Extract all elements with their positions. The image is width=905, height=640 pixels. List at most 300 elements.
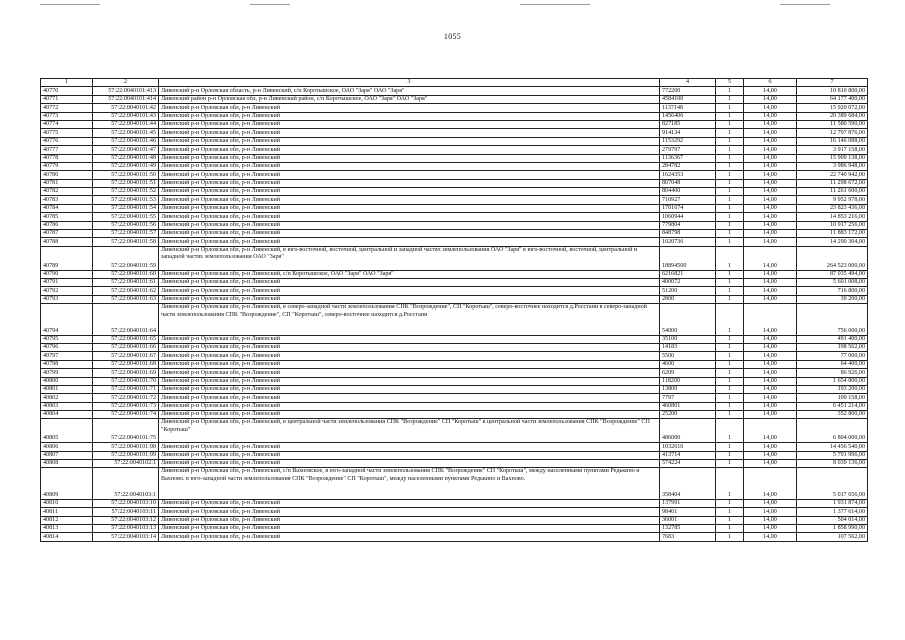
cadastral-value: 107 562,00 [797, 533, 868, 541]
location-description: Ливенский р-н Орловская обл, р-н Ливенский, в северо-западной части землепользования СПК "Возрождение", СП "Коротыш", северо-восточнее находится д.Росстани в северо-западной части землепользования СПК "Возрождение", СП "Коротыш", северо-восточнее находится д.Росстани [159, 304, 660, 335]
cadastral-number: 57:22:0040101:55 [93, 213, 159, 221]
rate-value: 14,00 [744, 221, 797, 229]
count-value: 1 [716, 179, 744, 187]
rate-value: 14,00 [744, 137, 797, 145]
cadastral-number: 57:22:0040101:65 [93, 335, 159, 343]
area-value: 137991 [660, 499, 716, 507]
rate-value: 14,00 [744, 112, 797, 120]
cadastral-number: 57:22:0040101:42 [93, 104, 159, 112]
count-value: 1 [716, 120, 744, 128]
area-value: 772200 [660, 87, 716, 95]
scan-noise-line [40, 4, 100, 5]
table-row [41, 204, 868, 212]
table-row [41, 95, 868, 103]
cadastral-number: 57:22:0040101:59 [93, 246, 159, 270]
count-value: 1 [716, 204, 744, 212]
cadastral-value: 198 562,00 [797, 343, 868, 351]
cadastral-number: 57:22:0040101:63 [93, 295, 159, 303]
count-value: 1 [716, 188, 744, 196]
row-number: 40806 [41, 443, 93, 451]
row-number: 40782 [41, 188, 93, 196]
row-number: 40771 [41, 95, 93, 103]
row-number: 40774 [41, 120, 93, 128]
cadastral-value: 8 039 136,00 [797, 460, 868, 468]
area-value: 7797 [660, 394, 716, 402]
rate-value: 14,00 [744, 360, 797, 368]
cadastral-value: 22 740 942,00 [797, 171, 868, 179]
table-row [41, 188, 868, 196]
location-description: Ливенский р-н Орловская обл, р-н Ливенский [159, 104, 660, 112]
area-value: 98401 [660, 508, 716, 516]
count-value: 1 [716, 525, 744, 533]
location-description: Ливенский р-н Орловская обл, р-н Ливенский [159, 204, 660, 212]
area-value: 358404 [660, 468, 716, 499]
table-row [41, 525, 868, 533]
cadastral-number: 57:22:0040101:414 [93, 95, 159, 103]
area-value: 54000 [660, 304, 716, 335]
count-value: 1 [716, 104, 744, 112]
location-description: Ливенский р-н Орловская обл, р-н Ливенский, с/п Коротышское, ОАО "Заря" ОАО "Заря" [159, 270, 660, 278]
count-value: 1 [716, 411, 744, 419]
cadastral-number: 57:22:0040102:1 [93, 460, 159, 468]
column-header: 7 [797, 79, 868, 87]
cadastral-value: 11 298 672,00 [797, 179, 868, 187]
rate-value: 14,00 [744, 533, 797, 541]
cadastral-value: 23 823 436,00 [797, 204, 868, 212]
cadastral-number: 57:22:0040101:60 [93, 270, 159, 278]
table-row [41, 246, 868, 270]
cadastral-number: 57:22:0040101:45 [93, 129, 159, 137]
row-number: 40805 [41, 419, 93, 443]
location-description: Ливенский р-н Орловская обл, р-н Ливенский [159, 112, 660, 120]
count-value: 1 [716, 238, 744, 246]
rate-value: 14,00 [744, 238, 797, 246]
area-value: 279797 [660, 146, 716, 154]
table-row [41, 394, 868, 402]
area-value: 486000 [660, 419, 716, 443]
page-number: 1055 [443, 32, 462, 41]
count-value: 1 [716, 95, 744, 103]
count-value: 1 [716, 270, 744, 278]
row-number: 40802 [41, 394, 93, 402]
cadastral-number: 57:22:0040101:69 [93, 369, 159, 377]
count-value: 1 [716, 499, 744, 507]
cadastral-number: 57:22:0040101:61 [93, 279, 159, 287]
rate-value: 14,00 [744, 343, 797, 351]
count-value: 1 [716, 394, 744, 402]
cadastral-number: 57:22:0040103:1 [93, 468, 159, 499]
cadastral-number: 57:22:0040101:48 [93, 154, 159, 162]
area-value: 118200 [660, 377, 716, 385]
cadastral-number: 57:22:0040101:52 [93, 188, 159, 196]
area-value: 14183 [660, 343, 716, 351]
table-row [41, 137, 868, 145]
column-header: 3 [159, 79, 660, 87]
cadastral-number: 57:22:0040103:10 [93, 499, 159, 507]
count-value: 1 [716, 87, 744, 95]
cadastral-number: 57:22:0040101:50 [93, 171, 159, 179]
count-value: 1 [716, 335, 744, 343]
rate-value: 14,00 [744, 154, 797, 162]
count-value: 1 [716, 287, 744, 295]
cadastral-value: 5 017 656,00 [797, 468, 868, 499]
cadastral-value: 1 931 874,00 [797, 499, 868, 507]
rate-value: 14,00 [744, 411, 797, 419]
rate-value: 14,00 [744, 287, 797, 295]
location-description: Ливенский р-н Орловская обл, р-н Ливенский [159, 377, 660, 385]
cadastral-value: 15 909 138,00 [797, 154, 868, 162]
count-value: 1 [716, 162, 744, 170]
row-number: 40809 [41, 468, 93, 499]
table-row [41, 468, 868, 499]
location-description: Ливенский р-н Орловская обл, р-н Ливенский [159, 120, 660, 128]
cadastral-number: 57:22:0040101:54 [93, 204, 159, 212]
rate-value: 14,00 [744, 419, 797, 443]
cadastral-value: 10 810 800,00 [797, 87, 868, 95]
rate-value: 14,00 [744, 188, 797, 196]
row-number: 40814 [41, 533, 93, 541]
cadastral-value: 193 200,00 [797, 385, 868, 393]
rate-value: 14,00 [744, 213, 797, 221]
cadastral-number: 57:22:0040101:99 [93, 451, 159, 459]
table-row [41, 104, 868, 112]
table-row [41, 279, 868, 287]
location-description: Ливенский р-н Орловская обл, р-н Ливенский [159, 188, 660, 196]
rate-value: 14,00 [744, 279, 797, 287]
cadastral-number: 57:22:0040101:57 [93, 230, 159, 238]
rate-value: 14,00 [744, 385, 797, 393]
cadastral-value: 491 400,00 [797, 335, 868, 343]
rate-value: 14,00 [744, 95, 797, 103]
location-description: Ливенский р-н Орловская обл, р-н Ливенский [159, 162, 660, 170]
area-value: 804400 [660, 188, 716, 196]
table-row [41, 171, 868, 179]
cadastral-number: 57:22:0040101:413 [93, 87, 159, 95]
count-value: 1 [716, 369, 744, 377]
count-value: 1 [716, 279, 744, 287]
rate-value: 14,00 [744, 451, 797, 459]
location-description: Ливенский р-н Орловская обл, р-н Ливенский [159, 525, 660, 533]
location-description: Ливенский р-н Орловская обл, р-н Ливенский [159, 369, 660, 377]
row-number: 40775 [41, 129, 93, 137]
rate-value: 14,00 [744, 120, 797, 128]
cadastral-number: 57:22:0040101:74 [93, 411, 159, 419]
cadastral-number: 57:22:0040101:51 [93, 179, 159, 187]
column-header: 2 [93, 79, 159, 87]
row-number: 40778 [41, 154, 93, 162]
row-number: 40786 [41, 221, 93, 229]
cadastral-value: 64 177 400,00 [797, 95, 868, 103]
row-number: 40794 [41, 304, 93, 335]
area-value: 5500 [660, 352, 716, 360]
count-value: 1 [716, 508, 744, 516]
location-description: Ливенский р-н Орловская обл, р-н Ливенский [159, 213, 660, 221]
cadastral-number: 57:22:0040101:71 [93, 385, 159, 393]
row-number: 40777 [41, 146, 93, 154]
location-description: Ливенский р-н Орловская обл, р-н Ливенский [159, 279, 660, 287]
location-description: Ливенский р-н Орловская обл, р-н Ливенский, в центральной части землепользования СПК "Возрождение" СП "Коротыш" в центральной части землепользования СПК "Возрождение" СП "Коротыш" [159, 419, 660, 443]
location-description: Ливенский р-н Орловская обл, р-н Ливенский [159, 451, 660, 459]
cadastral-number: 57:22:0040103:13 [93, 525, 159, 533]
count-value: 1 [716, 443, 744, 451]
row-number: 40804 [41, 411, 93, 419]
cadastral-number: 57:22:0040101:64 [93, 304, 159, 335]
location-description: Ливенский р-н Орловская обл, р-н Ливенский [159, 360, 660, 368]
land-register-table [40, 78, 868, 542]
count-value: 1 [716, 230, 744, 238]
cadastral-number: 57:22:0040101:72 [93, 394, 159, 402]
count-value: 1 [716, 246, 744, 270]
cadastral-number: 57:22:0040101:56 [93, 221, 159, 229]
cadastral-value: 6 451 214,00 [797, 402, 868, 410]
cadastral-value: 109 158,00 [797, 394, 868, 402]
count-value: 1 [716, 419, 744, 443]
count-value: 1 [716, 221, 744, 229]
row-number: 40807 [41, 451, 93, 459]
row-number: 40811 [41, 508, 93, 516]
location-description: Ливенский р-н Орловская обл, р-н Ливенский, в юго-восточной, восточной, центральной и западной частях землепользования ОАО "Заря" в юго-восточной, восточной, центральной и западной частях землепользования ОАО "Заря" [159, 246, 660, 270]
area-value: 284782 [660, 162, 716, 170]
area-value: 460801 [660, 402, 716, 410]
table-row [41, 377, 868, 385]
rate-value: 14,00 [744, 508, 797, 516]
cadastral-value: 10 917 256,00 [797, 221, 868, 229]
area-value: 1020736 [660, 238, 716, 246]
cadastral-number: 57:22:0040101:73 [93, 402, 159, 410]
cadastral-number: 57:22:0040101:44 [93, 120, 159, 128]
cadastral-value: 6 804 000,00 [797, 419, 868, 443]
location-description: Ливенский р-н Орловская область, р-н Ливенский, с/п Коротышское, ОАО "Заря" ОАО "Заря" [159, 87, 660, 95]
table-row [41, 196, 868, 204]
count-value: 1 [716, 451, 744, 459]
cadastral-number: 57:22:0040101:53 [93, 196, 159, 204]
location-description: Ливенский р-н Орловская обл, р-н Ливенский [159, 402, 660, 410]
cadastral-number: 57:22:0040101:68 [93, 360, 159, 368]
table-row [41, 87, 868, 95]
cadastral-value: 16 146 088,00 [797, 137, 868, 145]
area-value: 18894500 [660, 246, 716, 270]
rate-value: 14,00 [744, 295, 797, 303]
row-number: 40780 [41, 171, 93, 179]
cadastral-value: 3 917 158,00 [797, 146, 868, 154]
area-value: 51200 [660, 287, 716, 295]
row-number: 40790 [41, 270, 93, 278]
rate-value: 14,00 [744, 162, 797, 170]
table-row [41, 411, 868, 419]
column-header: 4 [660, 79, 716, 87]
cadastral-value: 39 200,00 [797, 295, 868, 303]
cadastral-number: 57:22:0040103:14 [93, 533, 159, 541]
scan-noise-line [520, 4, 590, 5]
count-value: 1 [716, 213, 744, 221]
count-value: 1 [716, 468, 744, 499]
location-description: Ливенский р-н Орловская обл, р-н Ливенский [159, 385, 660, 393]
row-number: 40797 [41, 352, 93, 360]
table-row [41, 146, 868, 154]
header-row [41, 79, 868, 87]
count-value: 1 [716, 402, 744, 410]
area-value: 1153292 [660, 137, 716, 145]
count-value: 1 [716, 112, 744, 120]
cadastral-value: 11 883 172,00 [797, 230, 868, 238]
table-row [41, 287, 868, 295]
row-number: 40800 [41, 377, 93, 385]
rate-value: 14,00 [744, 468, 797, 499]
table-row [41, 460, 868, 468]
location-description: Ливенский р-н Орловская обл, р-н Ливенский [159, 295, 660, 303]
rate-value: 14,00 [744, 196, 797, 204]
scan-noise-line [780, 4, 830, 5]
rate-value: 14,00 [744, 179, 797, 187]
rate-value: 14,00 [744, 129, 797, 137]
row-number: 40787 [41, 230, 93, 238]
area-value: 1624353 [660, 171, 716, 179]
location-description: Ливенский р-н Орловская обл, р-н Ливенский [159, 443, 660, 451]
table-row [41, 419, 868, 443]
cadastral-value: 716 800,00 [797, 287, 868, 295]
area-value: 4584100 [660, 95, 716, 103]
cadastral-number: 57:22:0040101:98 [93, 443, 159, 451]
cadastral-value: 14 853 216,00 [797, 213, 868, 221]
count-value: 1 [716, 146, 744, 154]
area-value: 6216821 [660, 270, 716, 278]
table-row [41, 179, 868, 187]
table-row [41, 343, 868, 351]
cadastral-value: 15 920 072,00 [797, 104, 868, 112]
table-row [41, 162, 868, 170]
cadastral-value: 64 400,00 [797, 360, 868, 368]
count-value: 1 [716, 385, 744, 393]
count-value: 1 [716, 129, 744, 137]
cadastral-value: 86 926,00 [797, 369, 868, 377]
area-value: 7683 [660, 533, 716, 541]
rate-value: 14,00 [744, 335, 797, 343]
area-value: 132785 [660, 525, 716, 533]
rate-value: 14,00 [744, 171, 797, 179]
location-description: Ливенский р-н Орловская обл, р-н Ливенский [159, 129, 660, 137]
location-description: Ливенский р-н Орловская обл, р-н Ливенский [159, 196, 660, 204]
area-value: 2800 [660, 295, 716, 303]
row-number: 40795 [41, 335, 93, 343]
row-number: 40801 [41, 385, 93, 393]
cadastral-number: 57:22:0040103:11 [93, 508, 159, 516]
location-description: Ливенский р-н Орловская обл, р-н Ливенский [159, 352, 660, 360]
cadastral-value: 756 000,00 [797, 304, 868, 335]
count-value: 1 [716, 377, 744, 385]
location-description: Ливенский район р-н Орловская обл, р-н Ливенский район, с/п Коротышское, ОАО "Заря" ОАО "Заря" [159, 95, 660, 103]
location-description: Ливенский р-н Орловская обл, р-н Ливенский [159, 343, 660, 351]
cadastral-value: 1 654 800,00 [797, 377, 868, 385]
table-row [41, 443, 868, 451]
row-number: 40773 [41, 112, 93, 120]
rate-value: 14,00 [744, 402, 797, 410]
rate-value: 14,00 [744, 377, 797, 385]
table-row [41, 238, 868, 246]
cadastral-number: 57:22:0040101:75 [93, 419, 159, 443]
column-header: 5 [716, 79, 744, 87]
location-description: Ливенский р-н Орловская обл, р-н Ливенский [159, 411, 660, 419]
table-row [41, 221, 868, 229]
row-number: 40810 [41, 499, 93, 507]
rate-value: 14,00 [744, 304, 797, 335]
row-number: 40772 [41, 104, 93, 112]
cadastral-value: 11 261 600,00 [797, 188, 868, 196]
cadastral-value: 264 523 000,00 [797, 246, 868, 270]
count-value: 1 [716, 533, 744, 541]
rate-value: 14,00 [744, 443, 797, 451]
location-description: Ливенский р-н Орловская обл, р-н Ливенский [159, 154, 660, 162]
area-value: 1456406 [660, 112, 716, 120]
location-description: Ливенский р-н Орловская обл, р-н Ливенский [159, 179, 660, 187]
location-description: Ливенский р-н Орловская обл, р-н Ливенский [159, 221, 660, 229]
cadastral-value: 5 601 008,00 [797, 279, 868, 287]
rate-value: 14,00 [744, 499, 797, 507]
location-description: Ливенский р-н Орловская обл, р-н Ливенский [159, 146, 660, 154]
table-row [41, 402, 868, 410]
location-description: Ливенский р-н Орловская обл, р-н Ливенский [159, 137, 660, 145]
location-description: Ливенский р-н Орловская обл, р-н Ливенский [159, 533, 660, 541]
count-value: 1 [716, 295, 744, 303]
rate-value: 14,00 [744, 146, 797, 154]
cadastral-value: 14 456 540,00 [797, 443, 868, 451]
table-row [41, 335, 868, 343]
table-row [41, 360, 868, 368]
location-description: Ливенский р-н Орловская обл, р-н Ливенский [159, 516, 660, 524]
location-description: Ливенский р-н Орловская обл, р-н Ливенский [159, 508, 660, 516]
cadastral-number: 57:22:0040103:12 [93, 516, 159, 524]
rate-value: 14,00 [744, 352, 797, 360]
cadastral-value: 3 986 948,00 [797, 162, 868, 170]
area-value: 13800 [660, 385, 716, 393]
table-row [41, 295, 868, 303]
cadastral-value: 77 000,00 [797, 352, 868, 360]
row-number: 40792 [41, 287, 93, 295]
location-description: Ливенский р-н Орловская обл, р-н Ливенский [159, 238, 660, 246]
cadastral-number: 57:22:0040101:66 [93, 343, 159, 351]
row-number: 40785 [41, 213, 93, 221]
table-row [41, 230, 868, 238]
count-value: 1 [716, 360, 744, 368]
count-value: 1 [716, 154, 744, 162]
area-value: 914134 [660, 129, 716, 137]
location-description: Ливенский р-н Орловская обл, р-н Ливенский [159, 230, 660, 238]
area-value: 1137148 [660, 104, 716, 112]
area-value: 35100 [660, 335, 716, 343]
rate-value: 14,00 [744, 369, 797, 377]
count-value: 1 [716, 196, 744, 204]
area-value: 413714 [660, 451, 716, 459]
rate-value: 14,00 [744, 394, 797, 402]
table-row [41, 112, 868, 120]
table-row [41, 516, 868, 524]
rate-value: 14,00 [744, 104, 797, 112]
row-number: 40799 [41, 369, 93, 377]
cadastral-value: 12 797 876,00 [797, 129, 868, 137]
row-number: 40798 [41, 360, 93, 368]
cadastral-number: 57:22:0040101:49 [93, 162, 159, 170]
row-number: 40776 [41, 137, 93, 145]
row-number: 40779 [41, 162, 93, 170]
cadastral-value: 352 800,00 [797, 411, 868, 419]
row-number: 40803 [41, 402, 93, 410]
table-row [41, 129, 868, 137]
area-value: 4600 [660, 360, 716, 368]
cadastral-number: 57:22:0040101:58 [93, 238, 159, 246]
rate-value: 14,00 [744, 204, 797, 212]
row-number: 40781 [41, 179, 93, 187]
count-value: 1 [716, 343, 744, 351]
cadastral-value: 5 791 996,00 [797, 451, 868, 459]
